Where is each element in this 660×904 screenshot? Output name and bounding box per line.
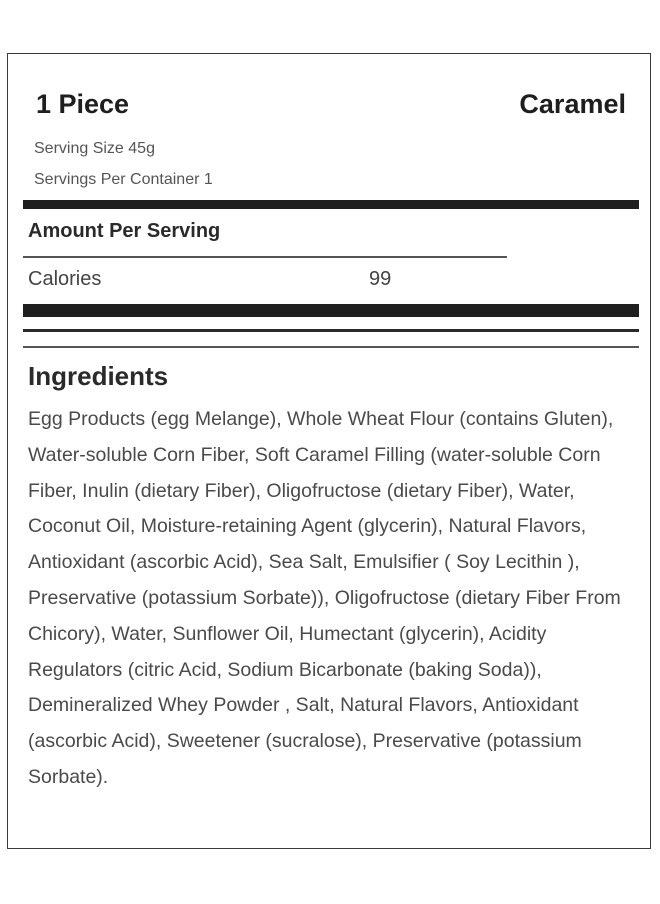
- amount-per-serving-heading: Amount Per Serving: [28, 220, 221, 242]
- thin-divider: [23, 256, 507, 258]
- calories-label: Calories: [28, 268, 102, 290]
- thick-divider: [23, 200, 639, 209]
- thin-divider: [23, 346, 639, 348]
- nutrition-label: [7, 53, 651, 849]
- ingredients-list: Egg Products (egg Melange), Whole Wheat Flour (contains Gluten), Water-soluble Corn Fiber, Soft Caramel Filling (water-soluble Corn Fiber, Inulin (dietary Fiber), Oligofructose (dietary Fiber), Water, Coconut Oil, Moisture-retaining Agent (glycerin), Natural Flavors, Antioxidant (ascorbic Acid), Sea Salt, Emulsifier ( Soy Lecithin ), Preservative (potassium Sorbate)), Oligofructose (dietary Fiber From Chicory), Water, Sunflower Oil, Humectant (glycerin), Acidity Regulators (citric Acid, Sodium Bicarbonate (baking Soda)), Demineralized Whey Powder , Salt, Natural Flavors, Antioxidant (ascorbic Acid), Sweetener (sucralose), Preservative (potassium Sorbate).: [28, 408, 621, 788]
- divider: [23, 329, 639, 332]
- thick-divider: [23, 304, 639, 317]
- serving-size: Serving Size 45g: [34, 140, 155, 157]
- calories-value: 99: [369, 268, 392, 290]
- serving-title: 1 Piece: [36, 89, 130, 119]
- flavor-name: Caramel: [519, 89, 626, 119]
- ingredients-heading: Ingredients: [28, 361, 169, 391]
- servings-per-container: Servings Per Container 1: [34, 171, 213, 188]
